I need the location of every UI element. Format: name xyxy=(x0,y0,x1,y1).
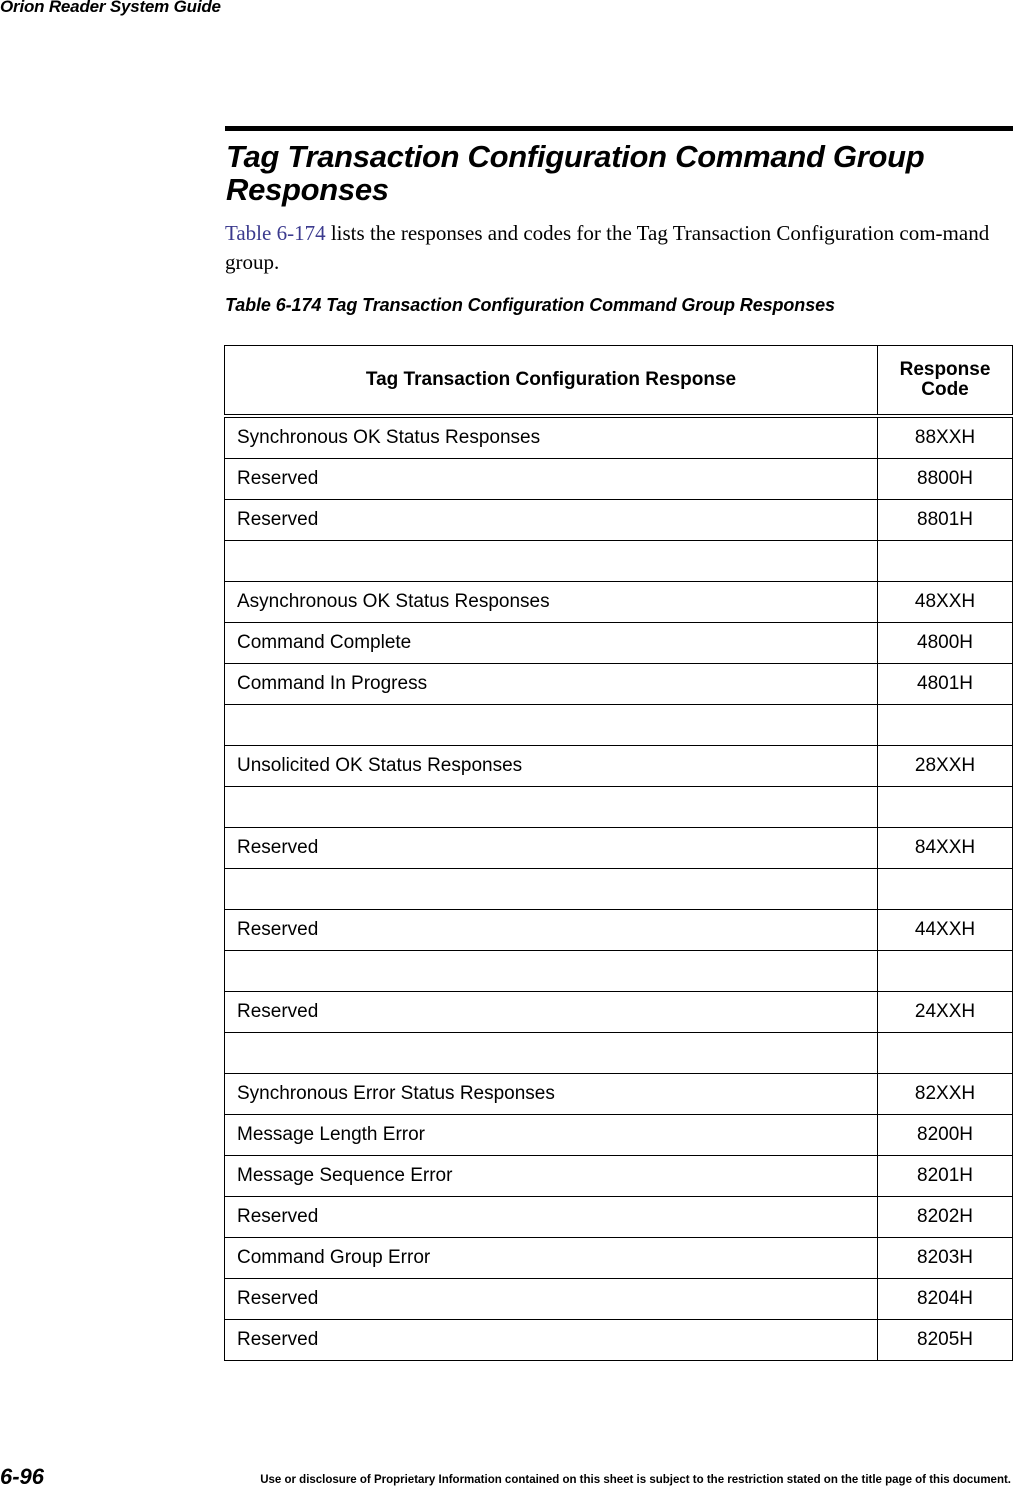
response-cell: Command Complete xyxy=(225,623,878,664)
response-code-cell: 88XXH xyxy=(878,416,1013,459)
response-code-cell: 28XXH xyxy=(878,746,1013,787)
column-header-response-code: Response Code xyxy=(878,346,1013,417)
intro-text: lists the responses and codes for the Tag Transaction Configuration com-mand group. xyxy=(225,221,990,274)
response-code-cell xyxy=(878,869,1013,910)
table-row xyxy=(225,416,1013,459)
response-cell xyxy=(225,541,878,582)
table-row xyxy=(225,459,1013,500)
table-caption: Table 6-174 Tag Transaction Configuration Command Group Responses xyxy=(225,295,835,315)
response-cell xyxy=(225,787,878,828)
response-cell: Synchronous OK Status Responses xyxy=(225,416,878,459)
table-row xyxy=(225,1115,1013,1156)
response-cell: Reserved xyxy=(225,1197,878,1238)
table-row xyxy=(225,705,1013,746)
response-code-cell: 8205H xyxy=(878,1320,1013,1361)
table-row xyxy=(225,541,1013,582)
response-code-cell: 8800H xyxy=(878,459,1013,500)
response-code-cell xyxy=(878,951,1013,992)
table-row xyxy=(225,1033,1013,1074)
table-row xyxy=(225,1156,1013,1197)
table-row xyxy=(225,787,1013,828)
response-cell: Reserved xyxy=(225,910,878,951)
table-row xyxy=(225,910,1013,951)
response-code-cell xyxy=(878,787,1013,828)
response-cell: Command In Progress xyxy=(225,664,878,705)
response-cell: Reserved xyxy=(225,1320,878,1361)
response-cell: Reserved xyxy=(225,828,878,869)
table-row xyxy=(225,869,1013,910)
response-code-cell: 8200H xyxy=(878,1115,1013,1156)
response-code-cell: 8801H xyxy=(878,500,1013,541)
response-cell: Unsolicited OK Status Responses xyxy=(225,746,878,787)
response-cell: Message Sequence Error xyxy=(225,1156,878,1197)
response-cell xyxy=(225,869,878,910)
response-code-cell: 8201H xyxy=(878,1156,1013,1197)
table-row xyxy=(225,664,1013,705)
response-cell: Synchronous Error Status Responses xyxy=(225,1074,878,1115)
response-cell xyxy=(225,705,878,746)
section-title: Tag Transaction Configuration Command Group Responses xyxy=(226,139,925,207)
table-row xyxy=(225,1279,1013,1320)
intro-paragraph xyxy=(225,219,1013,277)
response-cell: Command Group Error xyxy=(225,1238,878,1279)
table-row xyxy=(225,1238,1013,1279)
table-row xyxy=(225,500,1013,541)
response-cell xyxy=(225,1033,878,1074)
table-row xyxy=(225,992,1013,1033)
table-header-row xyxy=(225,346,1013,417)
response-cell: Reserved xyxy=(225,1279,878,1320)
running-header-title: Orion Reader System Guide xyxy=(0,0,221,16)
table-row xyxy=(225,1074,1013,1115)
response-cell: Reserved xyxy=(225,500,878,541)
table-row xyxy=(225,746,1013,787)
table-row xyxy=(225,828,1013,869)
response-code-cell xyxy=(878,541,1013,582)
section-rule xyxy=(225,126,1013,131)
table-row xyxy=(225,951,1013,992)
response-code-cell: 82XXH xyxy=(878,1074,1013,1115)
response-code-cell: 84XXH xyxy=(878,828,1013,869)
response-code-cell: 8203H xyxy=(878,1238,1013,1279)
response-code-cell: 48XXH xyxy=(878,582,1013,623)
response-code-cell: 4801H xyxy=(878,664,1013,705)
response-cell: Asynchronous OK Status Responses xyxy=(225,582,878,623)
response-code-cell: 44XXH xyxy=(878,910,1013,951)
response-code-cell xyxy=(878,705,1013,746)
response-cell: Reserved xyxy=(225,459,878,500)
response-code-cell: 24XXH xyxy=(878,992,1013,1033)
table-row xyxy=(225,1197,1013,1238)
response-cell: Reserved xyxy=(225,992,878,1033)
table-body xyxy=(225,416,1013,1361)
response-table xyxy=(224,345,1013,1361)
column-header-response: Tag Transaction Configuration Response xyxy=(225,346,878,417)
table-row xyxy=(225,582,1013,623)
response-cell: Message Length Error xyxy=(225,1115,878,1156)
response-code-cell xyxy=(878,1033,1013,1074)
table-cross-reference-link[interactable]: Table 6-174 xyxy=(225,221,326,245)
response-cell xyxy=(225,951,878,992)
table-row xyxy=(225,623,1013,664)
response-code-cell: 4800H xyxy=(878,623,1013,664)
response-code-cell: 8204H xyxy=(878,1279,1013,1320)
response-code-cell: 8202H xyxy=(878,1197,1013,1238)
table-row xyxy=(225,1320,1013,1361)
page-number: 6-96 xyxy=(0,1464,45,1489)
proprietary-notice: Use or disclosure of Proprietary Information contained on this sheet is subject to the restriction stated on the title page of this document. xyxy=(260,1474,1011,1486)
